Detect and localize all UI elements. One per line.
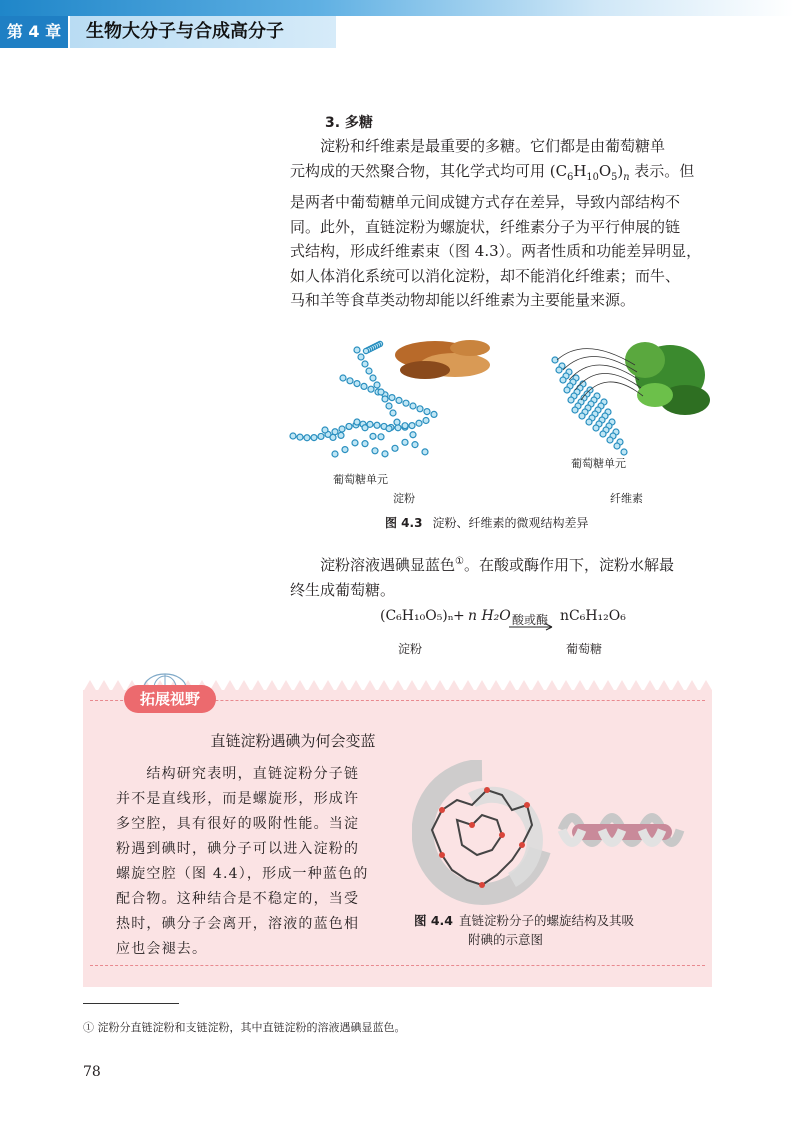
sidebar-title: 直链淀粉遇碘为何会变蓝 — [210, 732, 376, 750]
eq-arrow — [508, 622, 558, 632]
paragraph-iodine — [290, 550, 712, 602]
iodine-helix — [562, 818, 680, 843]
para1-line4: 同。此外，直链淀粉为螺旋状，纤维素分子为平行伸展的链 — [290, 217, 681, 236]
page-header — [0, 0, 794, 48]
para2-line1: 淀粉溶液遇碘显蓝色①。在酸或酶作用下，淀粉水解最 — [290, 556, 674, 574]
eq-label-glucose: 葡萄糖 — [566, 642, 603, 656]
eq-condition: 酸或酶 — [512, 613, 549, 627]
section-heading: 3. 多糖 — [325, 115, 373, 131]
bread-picture — [395, 340, 490, 379]
label-glucose-unit-right: 葡萄糖单元 — [571, 457, 626, 470]
para1-line1: 淀粉和纤维素是最重要的多糖。它们都是由葡萄糖单 — [290, 137, 666, 155]
sidebar-line: 结构研究表明，直链淀粉分子链 — [116, 766, 360, 782]
eq-product: nC₆H₁₂O₆ — [560, 608, 626, 624]
para1-line3: 是两者中葡萄糖单元间成键方式存在差异，导致内部结构不 — [290, 193, 681, 211]
label-cellulose: 纤维素 — [610, 492, 643, 505]
label-glucose-unit-left: 葡萄糖单元 — [333, 473, 388, 486]
footnote-rule — [83, 1003, 179, 1004]
sidebar-line: 并不是直线形，而是螺旋形，形成许 — [116, 791, 360, 807]
vegetable-picture — [625, 342, 710, 415]
sidebar-line: 热时，碘分子会离开，溶液的蓝色相 — [116, 916, 360, 932]
extension-badge: 拓展视野 — [124, 685, 216, 713]
eq-reactant1: (C₆H₁₀O₅)ₙ — [380, 608, 454, 624]
eq-plus: + — [453, 608, 465, 624]
footnote-ref: ① — [455, 556, 464, 567]
paragraph-polysaccharides — [290, 134, 712, 313]
footnote: ① 淀粉分直链淀粉和支链淀粉，其中直链淀粉的溶液遇碘显蓝色。 — [83, 1021, 406, 1034]
helix-ribbon — [423, 770, 540, 894]
para1-line6: 如人体消化系统可以消化淀粉，却不能消化纤维素；而牛、 — [290, 266, 681, 285]
sidebar-line: 粉遇到碘时，碘分子可以进入淀粉的 — [116, 841, 360, 857]
chapter-number: 第 4 章 — [0, 16, 68, 48]
sidebar-line: 应也会褪去。 — [116, 941, 208, 957]
cellulose-bundle — [552, 357, 627, 455]
sidebar-line: 多空腔，具有很好的吸附性能。当淀 — [116, 816, 360, 832]
figure-4-3 — [285, 330, 715, 530]
eq-label-starch: 淀粉 — [398, 642, 423, 656]
label-starch: 淀粉 — [393, 492, 415, 505]
chapter-title: 生物大分子与合成高分子 — [70, 16, 336, 48]
sidebar-line: 螺旋空腔（图 4.4），形成一种蓝色的 — [116, 866, 369, 882]
sidebar-text — [116, 762, 408, 962]
header-gradient-bar — [0, 0, 794, 16]
para1-line2: 元构成的天然聚合物，其化学式均可用 $(C_6H_{10}O_5)_n$ 表示。但 — [290, 161, 695, 183]
amylose-helix-illustration — [412, 760, 692, 910]
figure-4-3-caption: 图 4.3 淀粉、纤维素的微观结构差异 — [385, 516, 589, 530]
para1-line7: 马和羊等食草类动物却能以纤维素为主要能量来源。 — [290, 291, 636, 309]
figure-4-4-caption: 图 4.4 直链淀粉分子的螺旋结构及其吸 附碘的示意图 — [414, 913, 635, 947]
sidebar-line: 配合物。这种结合是不稳定的，当受 — [116, 891, 360, 907]
para1-line5: 式结构，形成纤维素束（图 4.3）。两者性质和功能差异明显， — [290, 242, 702, 260]
sidebar-dash-bottom — [90, 965, 705, 966]
para2-line2: 终生成葡萄糖。 — [290, 580, 396, 599]
page-number: 78 — [83, 1064, 101, 1080]
eq-reactant2: n H₂O — [468, 608, 511, 624]
